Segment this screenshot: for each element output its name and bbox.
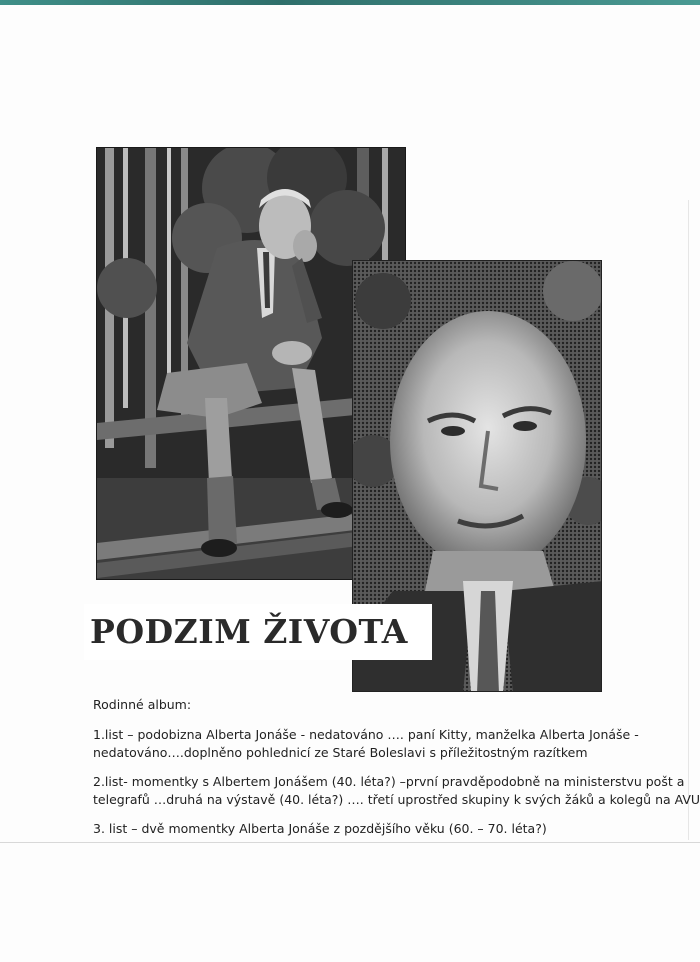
entry-1-line-1: 1.list – podobizna Alberta Jonáše - nedatováno …. paní Kitty, manželka Alberta Jonáše - <box>93 727 639 742</box>
scan-fold-line <box>0 842 700 843</box>
entry-2-line-1: 2.list- momentky s Albertem Jonášem (40. léta?) –první pravděpodobně na ministerstvu pošt a <box>93 774 685 789</box>
entry-2-line-2: telegrafů …druhá na výstavě (40. léta?) …. třetí uprostřed skupiny k svých žáků a kolegů na AVU <box>93 792 700 807</box>
document-title: PODZIM ŽIVOTA <box>90 612 408 651</box>
scan-top-edge <box>0 0 700 5</box>
entry-1-line-2: nedatováno….doplněno pohlednicí ze Staré Boleslavi s příležitostným razítkem <box>93 745 588 760</box>
scan-edge-line <box>688 200 689 840</box>
album-label: Rodinné album: <box>93 697 192 712</box>
entry-3-line-1: 3. list – dvě momentky Alberta Jonáše z pozdějšího věku (60. – 70. léta?) <box>93 821 547 836</box>
